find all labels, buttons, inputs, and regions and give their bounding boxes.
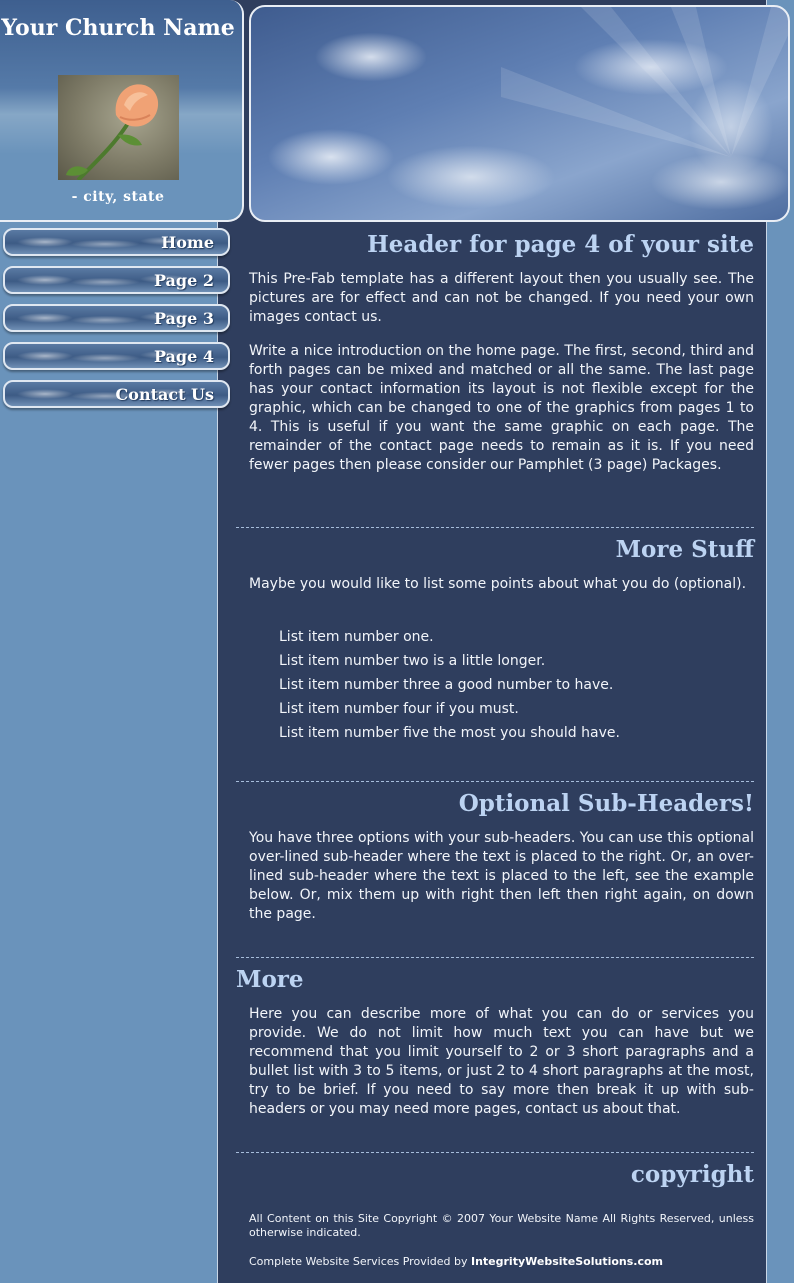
nav-page-4-button[interactable] <box>3 342 230 370</box>
church-name: Your Church Name <box>1 15 235 41</box>
nav-page-3-button[interactable] <box>3 304 230 332</box>
intro-paragraph-1: This Pre-Fab template has a different layout then you usually see. The pictures are for effect and can not be changed. If you need your own images contact us. <box>249 271 754 325</box>
more-heading: More <box>236 966 304 993</box>
nav-contact-us-label: Contact Us <box>115 385 214 404</box>
optional-subheaders-heading: Optional Sub-Headers! <box>458 790 754 817</box>
section-divider <box>236 781 754 782</box>
credit-prefix: Complete Website Services Provided by <box>249 1255 471 1268</box>
more-text: Here you can describe more of what you can do or services you provide. We do not limit how much text you can have but we recommend that you limit yourself to 2 or 3 short paragraphs and a bullet list with 3 to 5 items, or just 2 to 4 short paragraphs at the most, try to be brief. If you need to say more then break it up with sub-headers or you may need more pages, contact us about that. <box>249 1006 754 1117</box>
sky-header-image <box>249 5 790 222</box>
main-navigation <box>3 228 230 418</box>
section-divider <box>236 1152 754 1153</box>
more-stuff-text: Maybe you would like to list some points about what you do (optional). <box>249 576 747 592</box>
intro-paragraph-2: Write a nice introduction on the home page. The first, second, third and forth pages can be mixed and matched or all the same. The last page has your contact information its layout is not flexible except for the graphic, which can be changed to one of the graphics from pages 1 to 4. This is useful if you want the same graphic on each page. The remainder of the contact page needs to remain as it is. If you need fewer pages then please consider our Pamphlet (3 page) Packages. <box>249 343 754 473</box>
rose-image <box>58 75 179 180</box>
nav-home-label: Home <box>161 233 214 252</box>
sun-rays-icon <box>251 7 790 222</box>
list-item: List item number two is a little longer. <box>279 653 546 669</box>
nav-page-3-label: Page 3 <box>153 309 214 328</box>
church-branding-panel <box>0 0 244 222</box>
list-item: List item number four if you must. <box>279 701 519 717</box>
nav-page-2-label: Page 2 <box>153 271 214 290</box>
rose-icon <box>58 75 179 180</box>
church-location: - city, state <box>71 189 165 205</box>
list-item: List item number three a good number to have. <box>279 677 614 693</box>
integrity-website-solutions-link[interactable]: IntegrityWebsiteSolutions.com <box>470 1255 664 1268</box>
nav-page-2-button[interactable] <box>3 266 230 294</box>
copyright-heading: copyright <box>630 1161 754 1188</box>
nav-contact-us-button[interactable] <box>3 380 230 408</box>
nav-page-4-label: Page 4 <box>153 347 214 366</box>
page-title: Header for page 4 of your site <box>367 231 754 258</box>
section-divider <box>236 527 754 528</box>
points-list <box>279 625 749 745</box>
nav-home-button[interactable] <box>3 228 230 256</box>
credit-line <box>249 1255 754 1269</box>
copyright-text: All Content on this Site Copyright © 2007 Your Website Name All Rights Reserved, unless otherwise indicated. <box>249 1212 754 1239</box>
list-item: List item number five the most you should have. <box>279 725 620 741</box>
more-stuff-heading: More Stuff <box>615 536 754 563</box>
optional-subheaders-text: You have three options with your sub-headers. You can use this optional over-lined sub-header where the text is placed to the right. Or, an over-lined sub-header where the text is placed to the left, see the example below. Or, mix them up with right then left then right again, on down the page. <box>249 830 754 922</box>
section-divider <box>236 957 754 958</box>
list-item: List item number one. <box>279 629 434 645</box>
